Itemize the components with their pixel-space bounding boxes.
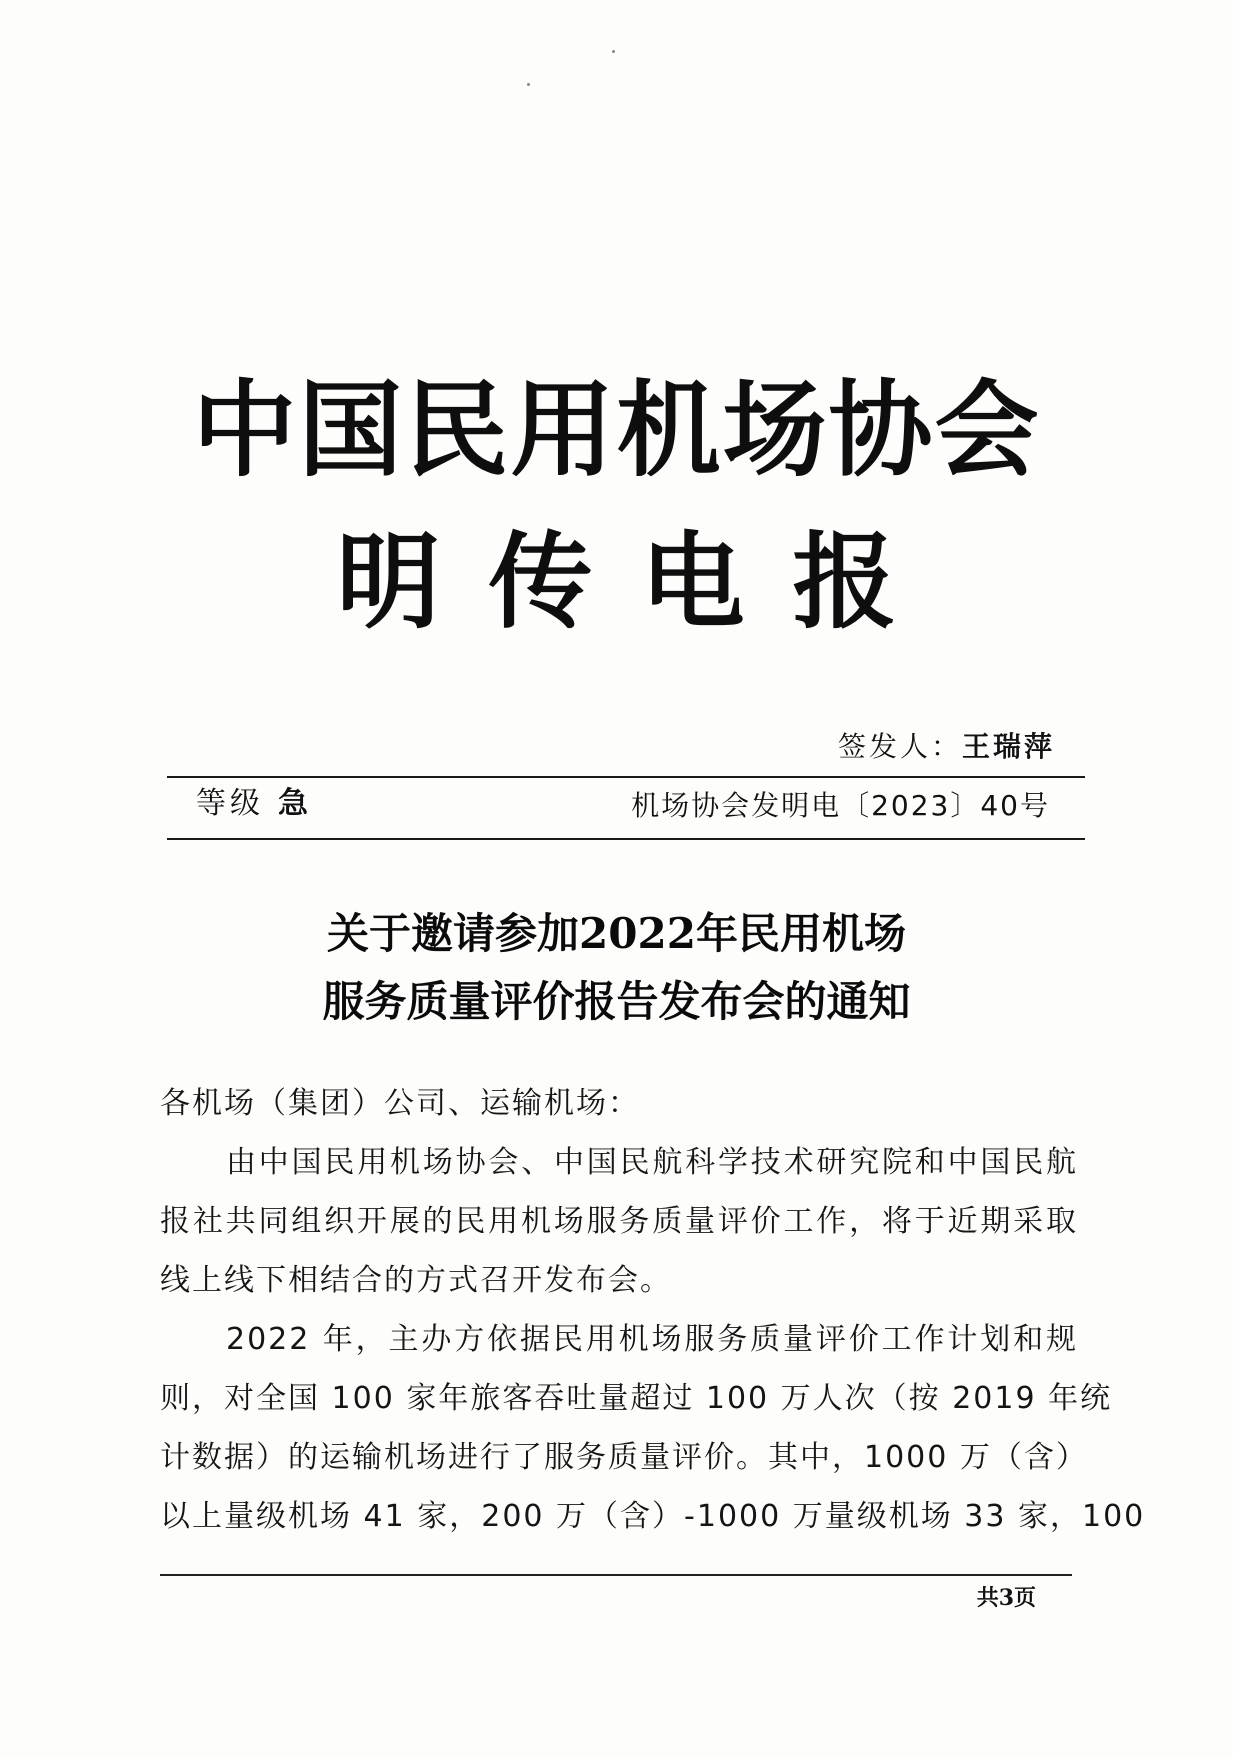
grade-value: 急 <box>278 786 312 821</box>
page-count: 共3页 <box>976 1585 1036 1611</box>
paragraph-2-line: 以上量级机场 41 家，200 万（含）-1000 万量级机场 33 家，100 <box>160 1499 1146 1534</box>
paragraph-2-line: 则，对全国 100 家年旅客吞吐量超过 100 万人次（按 2019 年统 <box>160 1381 1113 1416</box>
signer-name: 王瑞萍 <box>961 730 1055 763</box>
header-rule-top <box>167 776 1085 778</box>
scan-speck <box>612 50 615 53</box>
grade-label: 等级 <box>196 786 264 821</box>
scan-speck <box>527 83 530 86</box>
footer-rule <box>160 1574 1072 1576</box>
organization-name: 中国民用机场协会 <box>192 369 1041 491</box>
notice-body <box>160 1074 1146 1546</box>
title-line-2: 服务质量评价报告发布会的通知 <box>322 977 911 1026</box>
paragraph-1-line: 线上线下相结合的方式召开发布会。 <box>160 1263 672 1298</box>
paragraph-2-line: 2022 年，主办方依据民用机场服务质量评价工作计划和规 <box>226 1322 1078 1357</box>
urgency-grade <box>196 782 312 826</box>
notice-title <box>0 900 1233 1036</box>
paragraph-1-line: 报社共同组织开展的民用机场服务质量评价工作，将于近期采取 <box>160 1204 1078 1239</box>
document-type-heading: 明传电报 <box>336 521 945 643</box>
paragraph-2-line: 计数据）的运输机场进行了服务质量评价。其中，1000 万（含） <box>160 1440 1088 1475</box>
document-number: 机场协会发明电〔2023〕40号 <box>631 789 1050 822</box>
salutation: 各机场（集团）公司、运输机场： <box>160 1086 640 1121</box>
header-rule-bottom <box>167 838 1085 840</box>
signer-label: 签发人： <box>837 730 962 763</box>
paragraph-1-line: 由中国民用机场协会、中国民航科学技术研究院和中国民航 <box>226 1145 1078 1180</box>
title-line-1: 关于邀请参加2022年民用机场 <box>327 909 906 958</box>
signer-line <box>838 727 1055 767</box>
